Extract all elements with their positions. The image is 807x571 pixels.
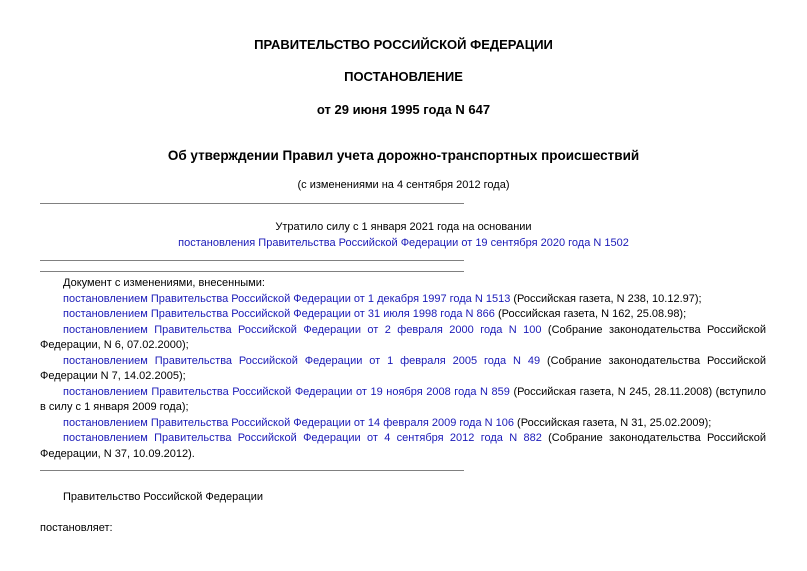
change-link[interactable]: постановлением Правительства Российской Федерации от 14 февраля 2009 года N 106 — [63, 416, 514, 429]
amended-note: (с изменениями на 4 сентября 2012 года) — [297, 179, 510, 191]
changes-intro: Документ с изменениями, внесенными: — [63, 277, 265, 289]
change-link[interactable]: постановлением Правительства Российской Федерации от 1 февраля 2005 года N 49 — [63, 354, 541, 367]
change-item — [40, 416, 766, 432]
change-source: (Российская газета, N 245, 28.11.2008) (вступило в силу с 1 января 2009 года); — [40, 385, 766, 413]
change-link[interactable]: постановлением Правительства Российской Федерации от 4 сентября 2012 года N 882 — [63, 432, 542, 444]
change-item — [40, 307, 766, 323]
change-source: (Собрание законодательства Российской Федерации, N 37, 10.09.2012). — [40, 432, 766, 460]
divider-bottom — [40, 470, 464, 471]
change-item — [40, 323, 766, 354]
change-source: (Собрание законодательства Российской Федерации, N 6, 07.02.2000); — [40, 323, 766, 351]
change-source: (Собрание законодательства Российской Федерации N 7, 14.02.2005); — [40, 354, 766, 382]
document-type-heading: ПОСТАНОВЛЕНИЕ — [344, 69, 463, 84]
change-item — [40, 431, 766, 462]
body-verb: постановляет: — [40, 522, 113, 534]
change-source: (Российская газета, N 162, 25.08.98); — [494, 308, 687, 320]
repeal-text: Утратило силу с 1 января 2021 года на основании — [275, 221, 532, 233]
change-link[interactable]: постановлением Правительства Российской Федерации от 2 февраля 2000 года N 100 — [63, 323, 542, 336]
change-link[interactable]: постановлением Правительства Российской Федерации от 31 июля 1998 года N 866 — [63, 308, 495, 320]
document-title: Об утверждении Правил учета дорожно-транспортных происшествий — [167, 148, 640, 163]
repeal-link[interactable]: постановления Правительства Российской Федерации от 19 сентября 2020 года N 1502 — [178, 237, 629, 249]
change-item — [40, 385, 766, 416]
divider-middle-1 — [40, 260, 464, 261]
change-item — [40, 292, 766, 308]
repeal-link-line — [0, 237, 807, 249]
date-number-heading: от 29 июня 1995 года N 647 — [316, 102, 491, 117]
body-subject: Правительство Российской Федерации — [63, 491, 263, 503]
government-heading: ПРАВИТЕЛЬСТВО РОССИЙСКОЙ ФЕДЕРАЦИИ — [254, 37, 553, 52]
change-item — [40, 354, 766, 385]
change-source: (Российская газета, N 238, 10.12.97); — [510, 292, 702, 305]
divider-top — [40, 203, 464, 204]
divider-middle-2 — [40, 271, 464, 272]
change-source: (Российская газета, N 31, 25.02.2009); — [514, 416, 712, 429]
change-link[interactable]: постановлением Правительства Российской Федерации от 1 декабря 1997 года N 1513 — [63, 292, 511, 305]
changes-list — [40, 276, 766, 462]
change-link[interactable]: постановлением Правительства Российской Федерации от 19 ноября 2008 года N 859 — [63, 385, 510, 398]
